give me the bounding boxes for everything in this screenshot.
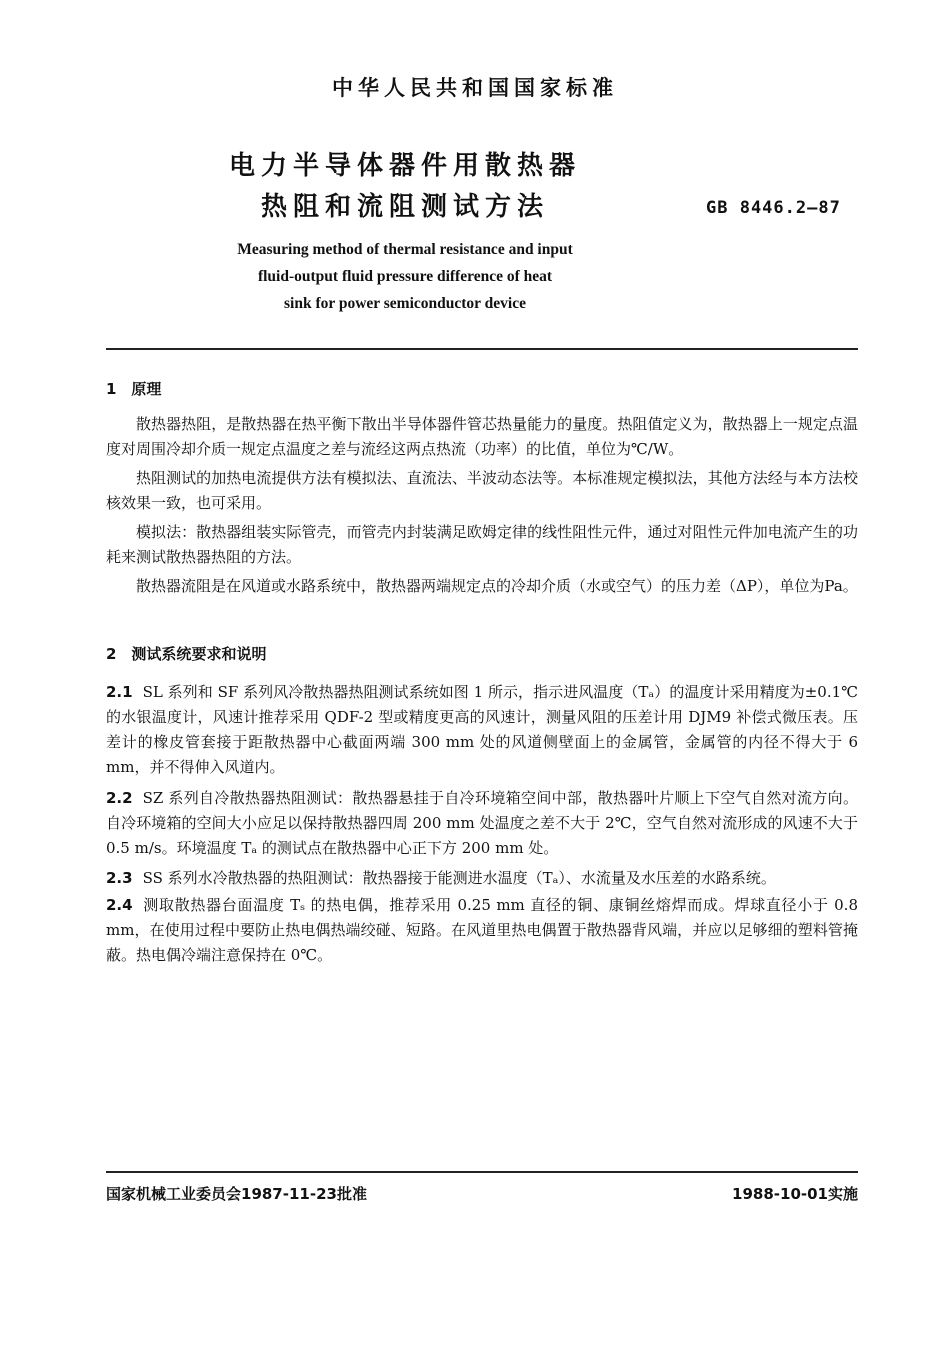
title-en bbox=[160, 236, 650, 317]
title-en-line1: Measuring method of thermal resistance and input bbox=[237, 241, 573, 258]
paragraph: 散热器流阻是在风道或水路系统中，散热器两端规定点的冷却介质（水或空气）的压力差（ΔP），单位为Pa。 bbox=[136, 577, 858, 595]
clause-text: 测取散热器台面温度 Tₛ 的热电偶，推荐采用 0.25 mm 直径的铜、康铜丝熔焊而成。焊球直径小于 0.8 mm，在使用过程中要防止热电偶热端绞碰、短路。在风道里热电偶置于散热器背风端，并应以足够细的塑料管掩蔽。热电偶冷端注意保持在 0℃。 bbox=[106, 896, 858, 964]
paragraph: 散热器热阻，是散热器在热平衡下散出半导体器件管芯热量能力的量度。热阻值定义为，散热器上一规定点温度对周围冷却介质一规定点温度之差与流经这两点热流（功率）的比值，单位为℃/W。 bbox=[106, 415, 858, 458]
approval-date: 国家机械工业委员会1987-11-23批准 bbox=[106, 1185, 367, 1203]
clause-number: 2.3 bbox=[106, 869, 133, 887]
clause-number: 2.4 bbox=[106, 896, 133, 914]
clause-2-1 bbox=[106, 680, 858, 780]
paragraph: 模拟法：散热器组装实际管壳，而管壳内封装满足欧姆定律的线性阻性元件，通过对阻性元件加电流产生的功耗来测试散热器热阻的方法。 bbox=[106, 523, 858, 566]
standard-type: 中华人民共和国国家标准 bbox=[332, 76, 618, 100]
paragraph: 热阻测试的加热电流提供方法有模拟法、直流法、半波动态法等。本标准规定模拟法，其他方法经与本方法校核效果一致，也可采用。 bbox=[106, 469, 858, 512]
clause-2-4 bbox=[106, 893, 858, 968]
clause-number: 2.2 bbox=[106, 789, 133, 807]
footer-divider bbox=[106, 1171, 858, 1173]
standard-code: GB 8446.2—87 bbox=[706, 198, 841, 218]
title-cn-line1: 电力半导体器件用散热器 bbox=[228, 151, 581, 181]
section-heading-2: 2 测试系统要求和说明 bbox=[106, 645, 267, 663]
title-en-line2: fluid-output fluid pressure difference of heat bbox=[257, 268, 553, 285]
clause-text: SL 系列和 SF 系列风冷散热器热阻测试系统如图 1 所示，指示进风温度（Tₐ）的温度计采用精度为±0.1℃的水银温度计，风速计推荐采用 QDF-2 型或精度更高的风速计，测量风阻的压差计用 DJM9 补偿式微压表。压差计的橡皮管套接于距散热器中心截面两端 300 mm 处的风道侧壁面上的金属管，金属管的内径不得大于 6 mm，并不得伸入风道内。 bbox=[106, 683, 858, 776]
title-en-line3: sink for power semiconductor device bbox=[284, 295, 526, 312]
clause-text: SS 系列水冷散热器的热阻测试：散热器接于能测进水温度（Tₐ）、水流量及水压差的水路系统。 bbox=[142, 869, 776, 887]
clause-2-3 bbox=[106, 866, 858, 891]
header-divider bbox=[106, 348, 858, 350]
implementation-date: 1988-10-01实施 bbox=[732, 1185, 858, 1203]
clause-2-2 bbox=[106, 786, 858, 861]
clause-text: SZ 系列自冷散热器热阻测试：散热器悬挂于自冷环境箱空间中部，散热器叶片顺上下空气自然对流方向。自冷环境箱的空间大小应足以保持散热器四周 200 mm 处温度之差不大于 2℃，空气自然对流形成的风速不大于 0.5 m/s。环境温度 Tₐ 的测试点在散热器中心正下方 200 mm 处。 bbox=[106, 789, 858, 857]
title-cn-line2: 热阻和流阻测试方法 bbox=[260, 192, 549, 222]
section-heading-1: 1 原理 bbox=[106, 380, 162, 398]
clause-number: 2.1 bbox=[106, 683, 133, 701]
